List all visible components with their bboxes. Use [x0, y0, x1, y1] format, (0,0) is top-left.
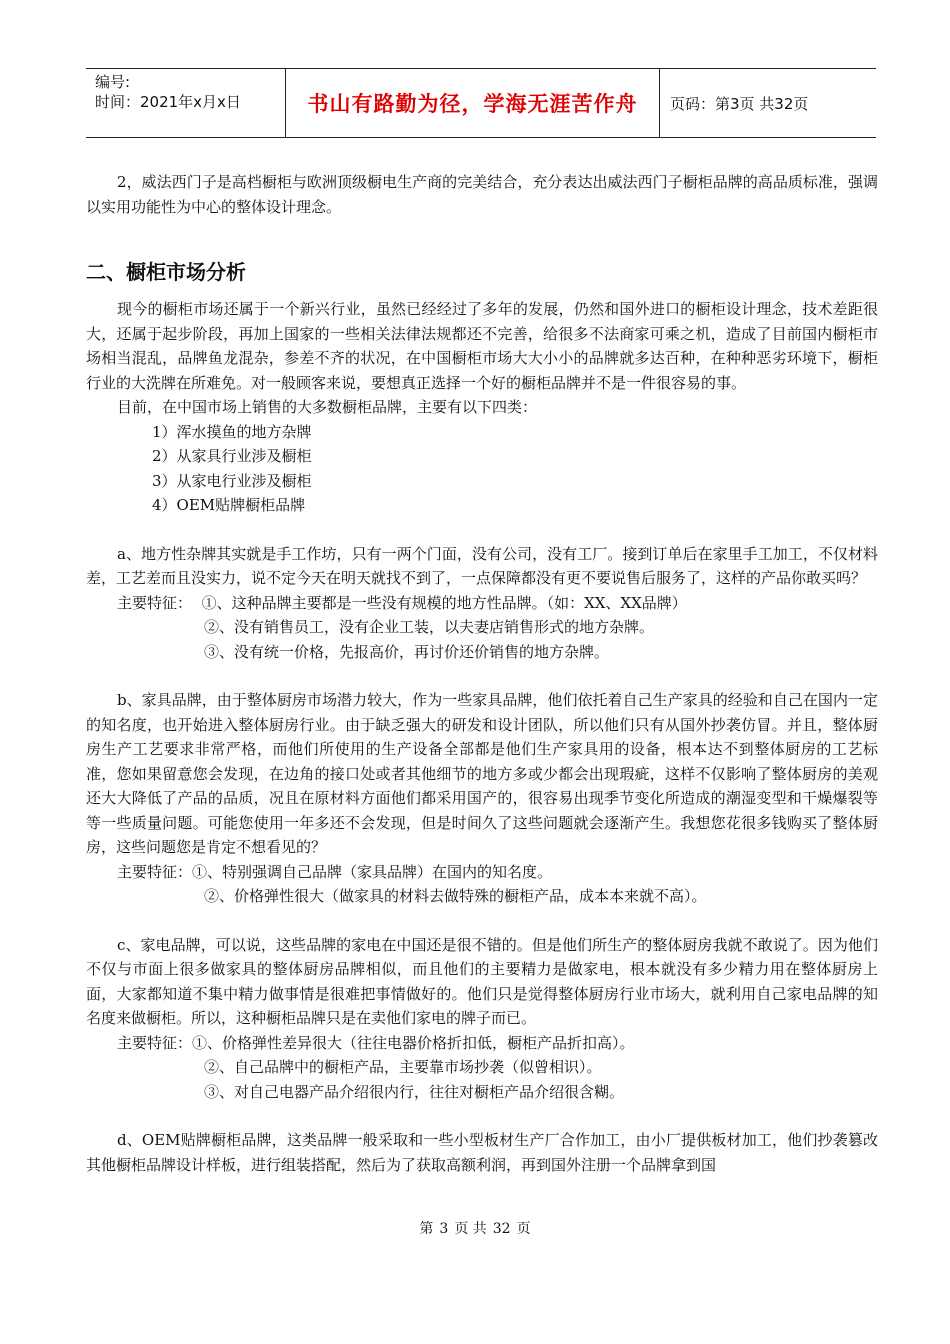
category-item: 4）OEM贴牌橱柜品牌: [152, 496, 306, 514]
section-a-paragraph: a、地方性杂牌其实就是手工作坊，只有一两个门面，没有公司，没有工厂。接到订单后在家里手工加工，不仅材料差，工艺差而且没实力，说不定今天在明天就找不到了，一点保障都没有更不要说售后服务了，这样的产品你敢买吗？: [86, 544, 878, 587]
section-a-feature: [86, 591, 878, 616]
footer-suffix: 页: [516, 1221, 531, 1237]
section-c-feature: [86, 1031, 878, 1056]
category-item: 1）浑水摸鱼的地方杂牌: [152, 422, 312, 441]
feature-text: ①、特别强调自己品牌（家具品牌）在国内的知名度。: [192, 862, 553, 881]
section-d-paragraph: d、OEM贴牌橱柜品牌，这类品牌一般采取和一些小型板材生产厂合作加工，由小厂提供板材加工，他们抄袭篡改其他橱柜品牌设计样板，进行组装搭配，然后为了获取高额利润，再到国外注册一个品牌拿到国: [86, 1131, 878, 1174]
section-b-paragraph: b、家具品牌，由于整体厨房市场潜力较大，作为一些家具品牌，他们依托着自己生产家具的经验和自己在国内一定的知名度，也开始进入整体厨房行业。由于缺乏强大的研发和设计团队，所以他们只有从国外抄袭仿冒。并且，整体厨房生产工艺要求非常严格，而他们所使用的生产设备全部都是他们生产家具用的设备，根本达不到整体厨房的工艺标准，您如果留意您会发现，在边角的接口处或者其他细节的地方多或少都会出现瑕疵，这样不仅影响了整体厨房的美观还大大降低了产品的品质，况且在原材料方面他们都采用国产的，很容易出现季节变化所造成的潮湿变型和干燥爆裂等等一些质量问题。可能您使用一年多还不会发现，但是时间久了这些问题就会逐渐产生。我想您花很多钱购买了整体厨房，这些问题您是肯定不想看见的？: [86, 691, 878, 856]
section-a-feature: ②、没有销售员工，没有企业工装，以夫妻店销售形式的地方杂牌。: [204, 618, 655, 636]
intro-paragraph: 2，威法西门子是高档橱柜与欧洲顶级橱电生产商的完美结合，充分表达出威法西门子橱柜品牌的高品质标准，强调以实用功能性为中心的整体设计理念。: [86, 173, 878, 216]
header-number-label: 编号:: [95, 73, 131, 91]
section-c-feature: ③、对自己电器产品介绍很内行，往往对橱柜产品介绍很含糊。: [204, 1082, 625, 1101]
section-b-feature: ②、价格弹性很大（做家具的材料去做特殊的橱柜产品，成本本来就不高）。: [204, 887, 707, 905]
categories-intro: 目前，在中国市场上销售的大多数橱柜品牌，主要有以下四类：: [117, 398, 538, 416]
header-page-cell: [660, 69, 876, 137]
section-a-feature: ③、没有统一价格，先报高价，再讨价还价销售的地方杂牌。: [204, 642, 610, 661]
header-meta-cell: [86, 69, 286, 137]
section-c-paragraph: c、家电品牌，可以说，这些品牌的家电在中国还是很不错的。但是他们所生产的整体厨房我就不敢说了。因为他们不仅与市面上很多做家具的整体厨房品牌相似，而且他们的主要精力是做家电，根本就没有多少精力用在整体厨房上面，大家都知道不集中精力做事情是很难把事情做好的。他们只是觉得整体厨房行业市场大，就利用自己家电品牌的知名度来做橱柜。所以，这种橱柜品牌只是在卖他们家电的牌子而已。: [86, 935, 878, 1027]
footer-page-number: 3: [439, 1221, 449, 1237]
features-label: 主要特征：: [117, 593, 193, 612]
spacer: [86, 909, 878, 933]
features-label: 主要特征：: [117, 1033, 193, 1052]
section-b-feature: [86, 860, 878, 885]
category-item: 2）从家具行业涉及橱柜: [152, 447, 312, 465]
section-heading: 二、橱柜市场分析: [86, 260, 246, 284]
market-paragraph: 现今的橱柜市场还属于一个新兴行业，虽然已经经过了多年的发展，仍然和国外进口的橱柜设计理念，技术差距很大，还属于起步阶段，再加上国家的一些相关法律法规都还不完善，给很多不法商家可乘之机，造成了目前国内橱柜市场相当混乱，品牌鱼龙混杂，参差不齐的状况，在中国橱柜市场大大小小的品牌就多达百种，在种种恶劣环境下，橱柜行业的大洗牌在所难免。对一般顾客来说，要想真正选择一个好的橱柜品牌并不是一件很容易的事。: [86, 300, 878, 392]
footer-total-pages: 32: [492, 1221, 511, 1237]
spacer: [86, 1104, 878, 1128]
footer-prefix: 第: [419, 1221, 434, 1237]
section-c-feature: ②、自己品牌中的橱柜产品，主要靠市场抄袭（似曾相识）。: [204, 1058, 602, 1076]
header-time-label: 时间：2021年x月x日: [95, 93, 241, 111]
page-footer: [0, 1218, 950, 1238]
document-header: [86, 68, 876, 138]
header-motto: 书山有路勤为径，学海无涯苦作舟: [307, 92, 638, 116]
category-item: 3）从家电行业涉及橱柜: [152, 471, 312, 490]
header-page-info: 页码：第3页 共32页: [670, 94, 809, 113]
header-motto-cell: [286, 69, 660, 137]
features-label: 主要特征：: [117, 862, 193, 881]
spacer: [86, 664, 878, 688]
feature-text: ①、这种品牌主要都是一些没有规模的地方性品牌。（如：XX、XX品牌）: [201, 593, 687, 612]
feature-text: ①、价格弹性差异很大（往往电器价格折扣低，橱柜产品折扣高）。: [192, 1033, 635, 1052]
footer-mid: 页 共: [454, 1221, 487, 1237]
document-body: [86, 170, 878, 1177]
spacer: [86, 518, 878, 542]
